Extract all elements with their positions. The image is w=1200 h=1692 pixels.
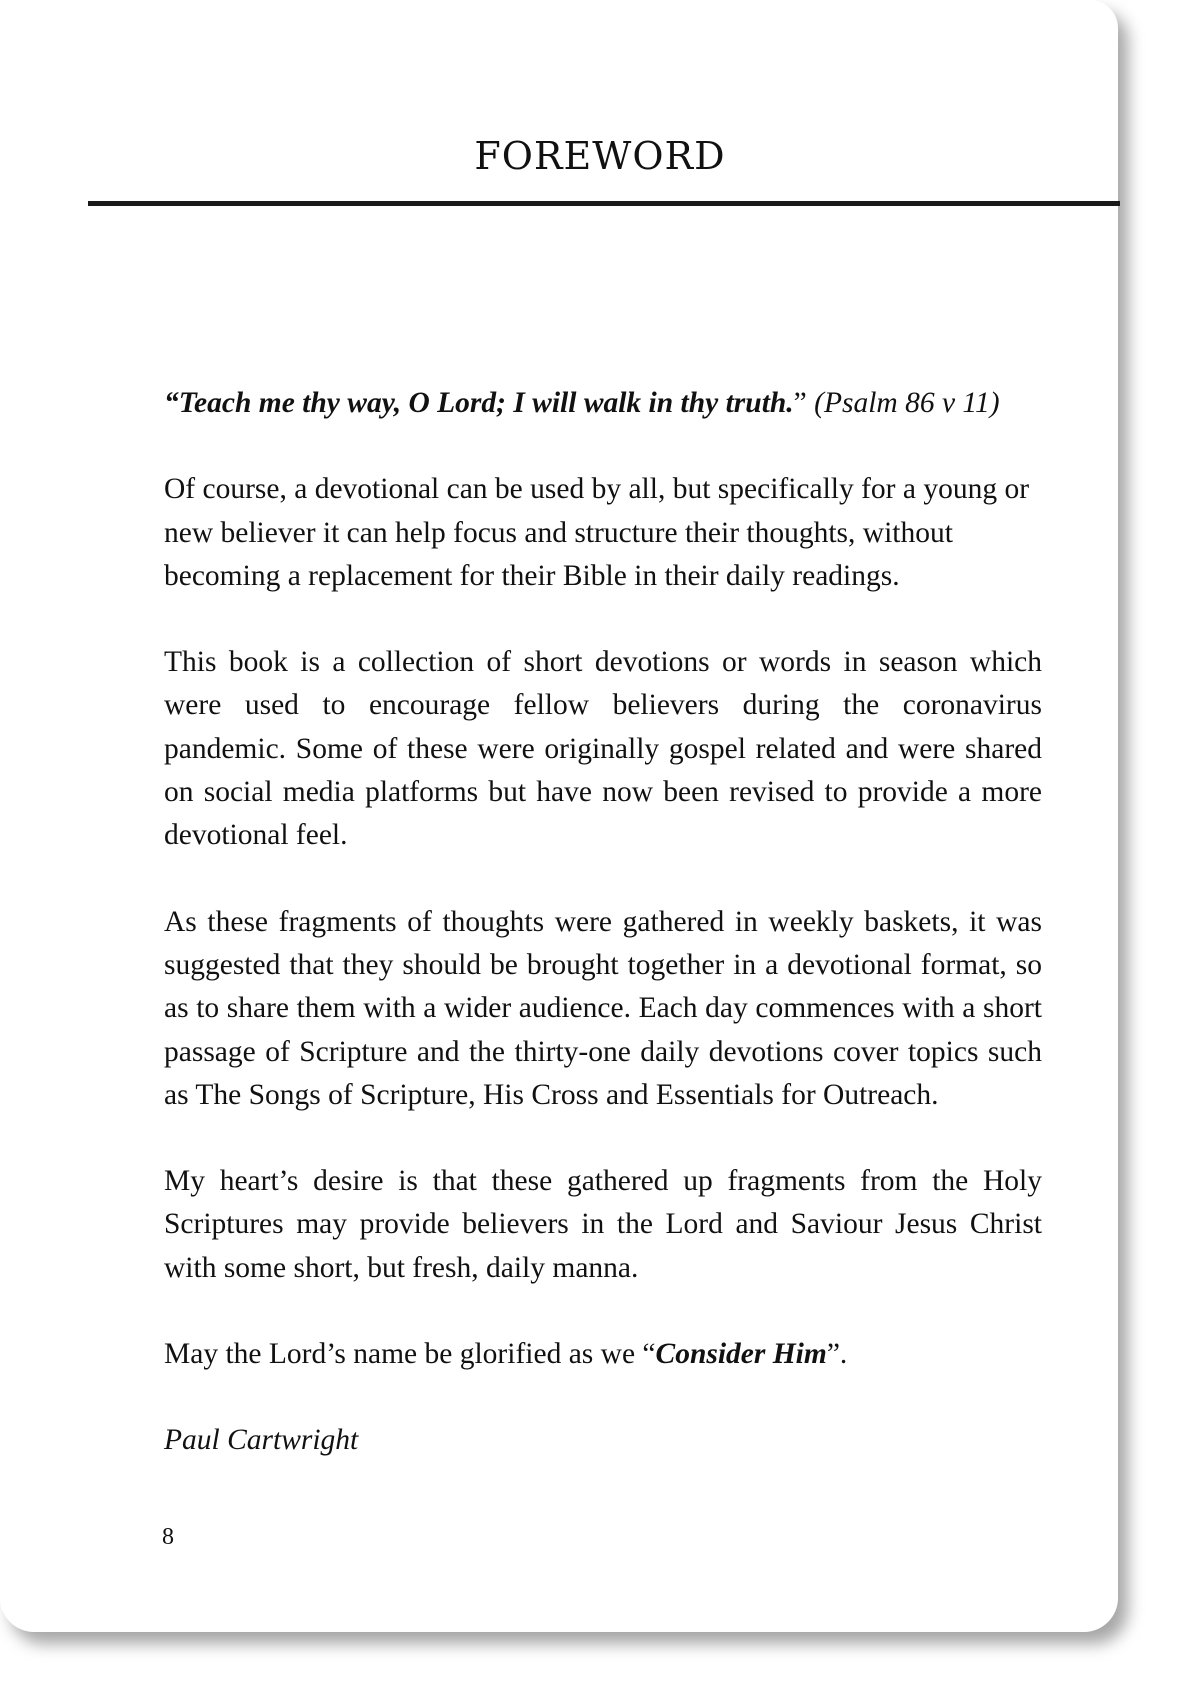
epigraph-quote-open: “ — [164, 387, 179, 419]
page-number: 8 — [162, 1524, 174, 1550]
closing-tail: ”. — [826, 1338, 848, 1371]
paragraph-3: As these fragments of thoughts were gathered in weekly baskets, it was suggested that they should be brought together in a devotional format, so as to share them with a wider audience. Each day commences with a short passage of Scripture and the thirty-one daily devotions cover topics such as The Songs of Scripture, His Cross and Essentials for Outreach. — [164, 905, 1042, 1111]
paragraph-1: Of course, a devotional can be used by all, but specifically for a young or new believer it can help focus and structure their thoughts, without becoming a replacement for their Bible in their daily readings. — [164, 473, 1030, 592]
closing-line — [164, 1333, 1042, 1376]
foreword-body — [164, 382, 1042, 1463]
paragraph-2: This book is a collection of short devotions or words in season which were used to encourage fellow believers during the coronavirus pandemic. Some of these were originally gospel related and were shared on social media platforms but have now been revised to provide a more devotional feel. — [164, 646, 1042, 852]
epigraph — [164, 382, 1042, 425]
closing-emphasis: Consider Him — [655, 1338, 827, 1371]
closing-lead: May the Lord’s name be glorified as we “ — [164, 1338, 656, 1371]
page-title: FOREWORD — [474, 134, 726, 178]
epigraph-quote: Teach me thy way, O Lord; I will walk in thy truth. — [178, 387, 794, 419]
author-signature: Paul Cartwright — [164, 1424, 359, 1457]
epigraph-quote-close: ” — [793, 387, 807, 419]
epigraph-reference: (Psalm 86 v 11) — [806, 387, 1000, 419]
paragraph-4: My heart’s desire is that these gathered up fragments from the Holy Scriptures may provide believers in the Lord and Saviour Jesus Christ with some short, but fresh, daily manna. — [164, 1165, 1042, 1284]
header-rule — [88, 201, 1120, 206]
